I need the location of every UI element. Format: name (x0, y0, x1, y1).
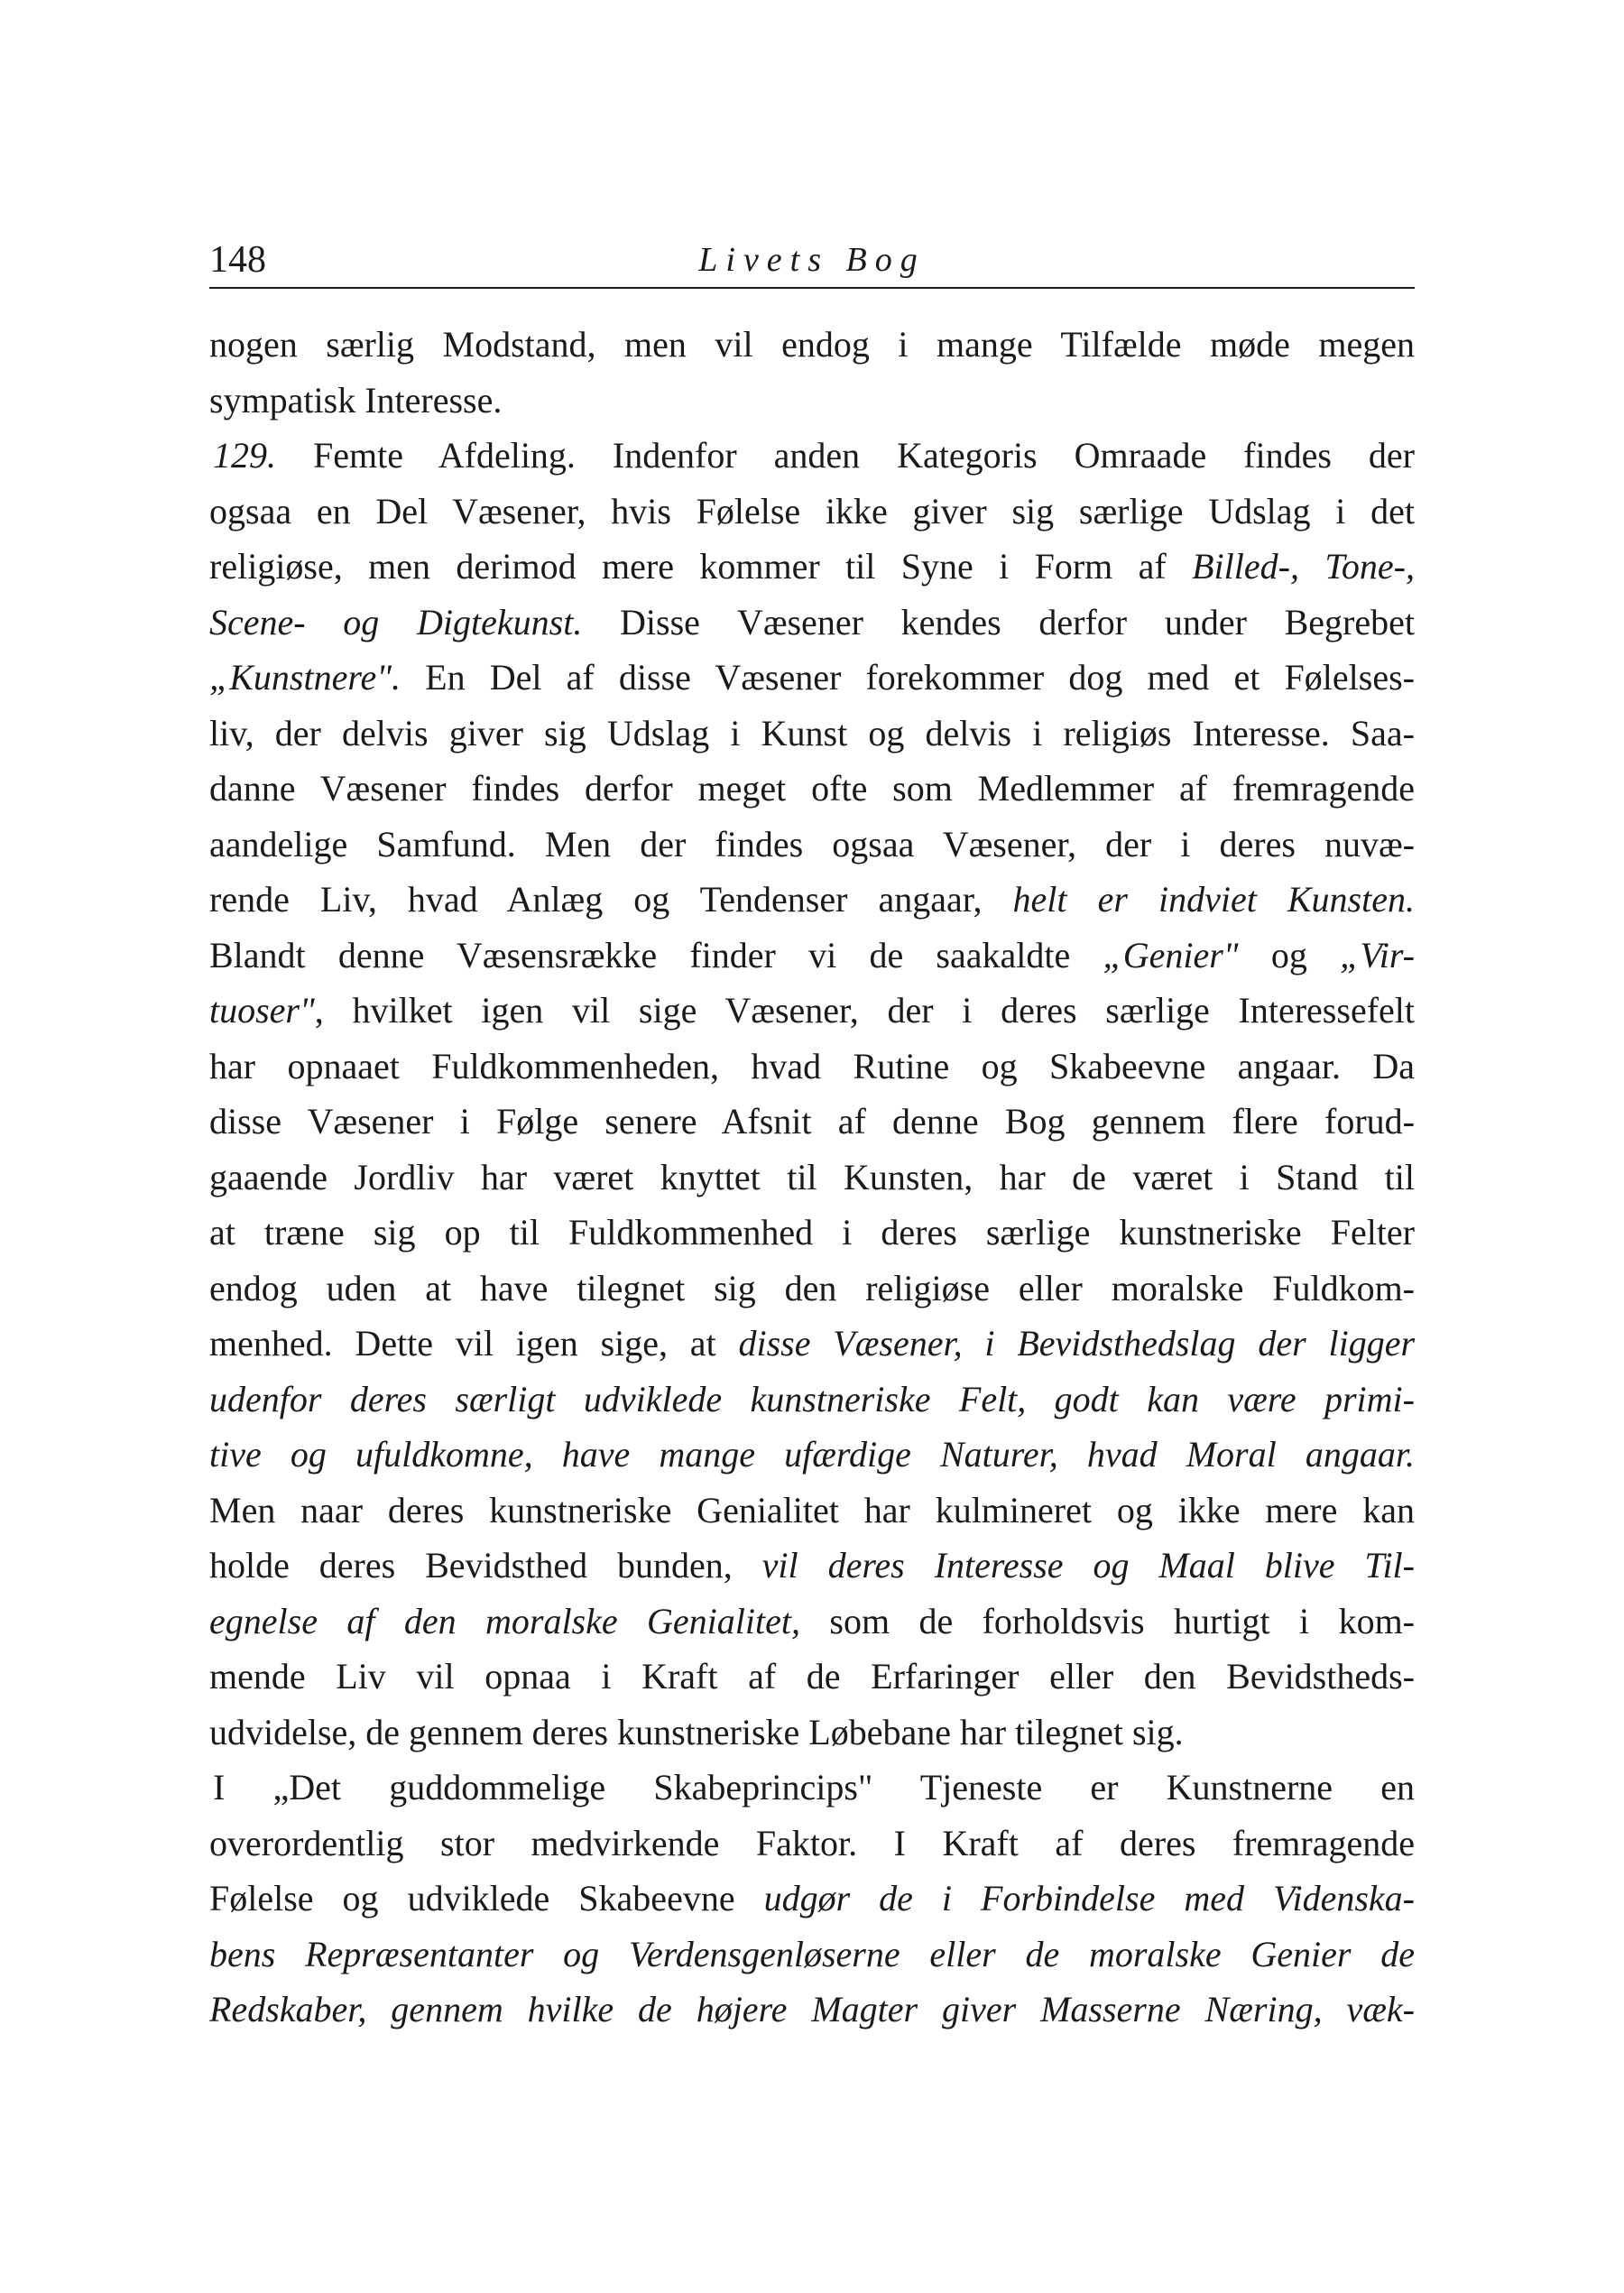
italic-text: 129. (213, 435, 276, 476)
text-line (209, 983, 1415, 1039)
text-run: danne Væsener findes derfor meget ofte som Medlemmer af fremragende (209, 768, 1415, 809)
text-line (209, 928, 1415, 984)
text-run: rende Liv, hvad Anlæg og Tendenser angaar, (209, 879, 1013, 920)
text-line (209, 1982, 1415, 2038)
italic-text: udgør de i Forbindelse med Videnska- (763, 1878, 1415, 1919)
text-run: gaaende Jordliv har været knyttet til Kunsten, har de været i Stand til (209, 1156, 1415, 1197)
italic-text: helt er indviet Kunsten. (1012, 879, 1415, 920)
text-line (209, 1094, 1415, 1150)
text-line (209, 1816, 1415, 1872)
text-line (209, 1039, 1415, 1095)
text-run: menhed. Dette vil igen sige, at (209, 1323, 739, 1364)
italic-text: „Vir- (1340, 934, 1415, 975)
text-run: at træne sig op til Fuldkommenhed i deres særlige kunstneriske Felter (209, 1212, 1415, 1253)
header-rule (209, 287, 1415, 289)
text-run: Men naar deres kunstneriske Genialitet har kulmineret og ikke mere kan (209, 1489, 1415, 1530)
text-run: og (1238, 934, 1341, 975)
text-run: Blandt denne Væsensrække finder vi de saakaldte (209, 934, 1103, 975)
text-run: overordentlig stor medvirkende Faktor. I Kraft af deres fremragende (209, 1822, 1415, 1863)
text-run: Femte Afdeling. Indenfor anden Kategoris Omraade findes der (276, 435, 1415, 476)
text-line (209, 761, 1415, 817)
text-run: nogen særlig Modstand, men vil endog i mange Tilfælde møde megen (209, 324, 1415, 365)
running-title: Livets Bog (698, 241, 926, 279)
text-line (209, 317, 1415, 373)
text-line (209, 595, 1415, 651)
text-line (209, 1205, 1415, 1261)
text-line (209, 1649, 1415, 1705)
text-line (209, 1150, 1415, 1206)
text-run: har opnaaet Fuldkommenheden, hvad Rutine og Skabeevne angaar. Da (209, 1045, 1415, 1086)
text-line (209, 1427, 1415, 1483)
text-line (209, 1871, 1415, 1927)
text-line (209, 1483, 1415, 1539)
italic-text: egnelse af den moralske Genialitet, (209, 1600, 800, 1641)
text-line (209, 373, 1415, 429)
text-run: ogsaa en Del Væsener, hvis Følelse ikke giver sig særlige Udslag i det (209, 490, 1415, 532)
page-number: 148 (209, 239, 266, 281)
italic-text: „Kunstnere". (209, 657, 401, 698)
italic-text: Redskaber, gennem hvilke de højere Magter giver Masserne Næring, væk- (209, 1989, 1415, 2029)
italic-text: disse Væsener, i Bevidsthedslag der ligger (738, 1323, 1415, 1364)
text-run: En Del af disse Væsener forekommer dog med et Følelses- (401, 657, 1415, 698)
text-line (209, 872, 1415, 928)
text-run: sympatisk Interesse. (209, 379, 503, 421)
text-run: religiøse, men derimod mere kommer til Syne i Form af (209, 546, 1193, 587)
text-run: Disse Væsener kendes derfor under Begrebet (582, 601, 1415, 643)
text-run: endog uden at have tilegnet sig den religiøse eller moralske Fuldkom- (209, 1267, 1415, 1308)
text-line (209, 1927, 1415, 1983)
text-line (209, 1705, 1415, 1761)
text-line (209, 650, 1415, 706)
text-run: liv, der delvis giver sig Udslag i Kunst og delvis i religiøs Interesse. Saa- (209, 712, 1415, 754)
italic-text: udenfor deres særligt udviklede kunstneriske Felt, godt kan være primi- (209, 1378, 1415, 1419)
text-line (209, 1760, 1415, 1816)
page-header (209, 236, 1415, 283)
text-line (209, 428, 1415, 484)
text-line (209, 484, 1415, 540)
italic-text: „Genier" (1103, 934, 1239, 975)
text-line (209, 1538, 1415, 1594)
text-line (209, 539, 1415, 595)
italic-text: Scene- og Digtekunst. (209, 601, 583, 643)
text-run: Følelse og udviklede Skabeevne (209, 1878, 764, 1919)
text-run: holde deres Bevidsthed bunden, (209, 1545, 762, 1586)
text-run: , hvilket igen vil sige Væsener, der i deres særlige Interessefelt (314, 990, 1415, 1031)
text-run: mende Liv vil opnaa i Kraft af de Erfaringer eller den Bevidstheds- (209, 1656, 1415, 1697)
text-run: I „Det guddommelige Skabeprincips" Tjeneste er Kunstnerne en (213, 1767, 1415, 1808)
text-run: udvidelse, de gennem deres kunstneriske Løbebane har tilegnet sig. (209, 1711, 1184, 1752)
body-text (209, 317, 1415, 2038)
italic-text: tuoser" (209, 990, 315, 1031)
text-line (209, 1316, 1415, 1372)
text-line (209, 1594, 1415, 1650)
text-run: disse Væsener i Følge senere Afsnit af denne Bog gennem flere forud- (209, 1101, 1415, 1142)
text-line (209, 706, 1415, 762)
text-line (209, 1261, 1415, 1317)
text-line (209, 1372, 1415, 1428)
italic-text: bens Repræsentanter og Verdensgenløserne eller de moralske Genier de (209, 1933, 1415, 1974)
text-run: aandelige Samfund. Men der findes ogsaa Væsener, der i deres nuvæ- (209, 823, 1415, 864)
text-run: som de forholdsvis hurtigt i kom- (800, 1600, 1415, 1641)
italic-text: tive og ufuldkomne, have mange ufærdige Naturer, hvad Moral angaar. (209, 1434, 1415, 1475)
italic-text: Billed-, Tone-, (1192, 546, 1415, 587)
italic-text: vil deres Interesse og Maal blive Til- (761, 1545, 1415, 1586)
text-line (209, 817, 1415, 873)
